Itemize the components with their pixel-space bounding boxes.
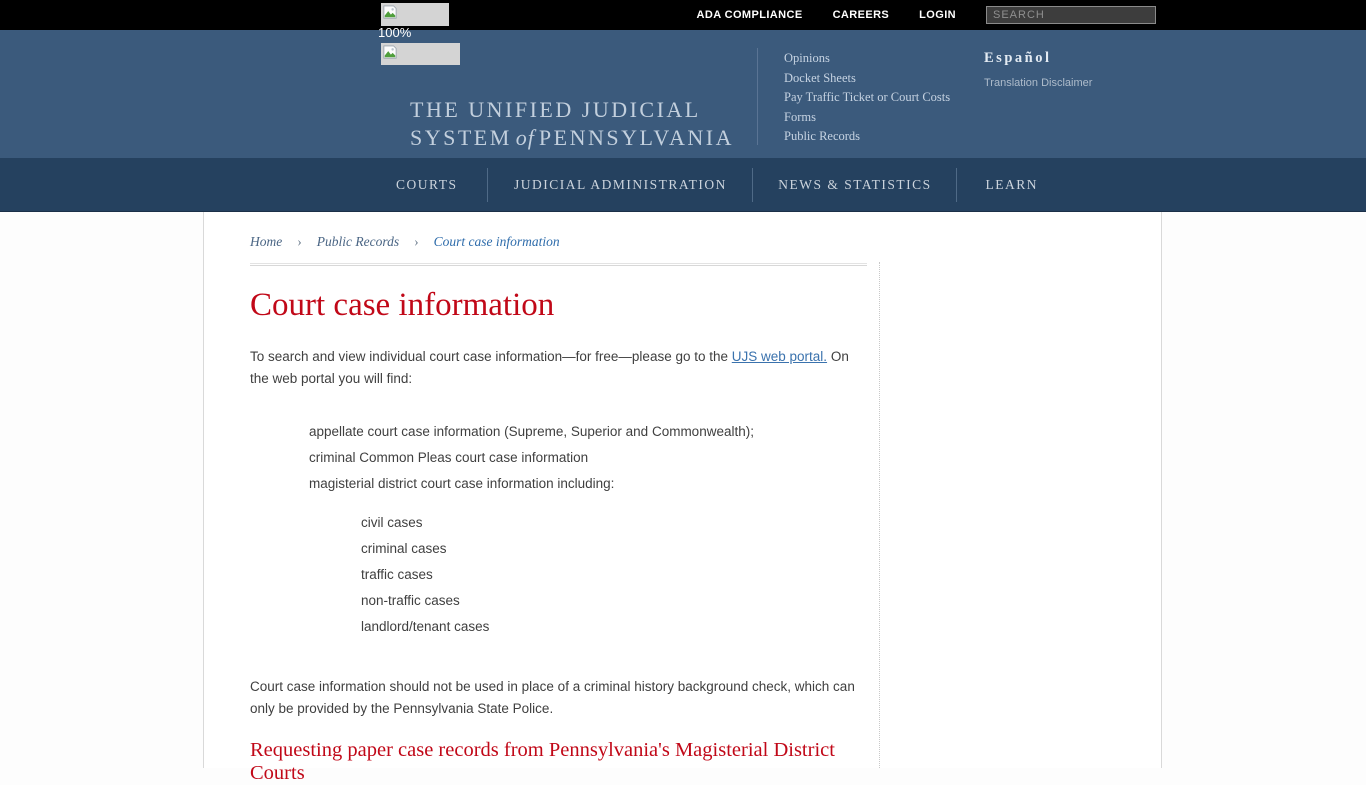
careers-link[interactable]: CAREERS	[832, 9, 890, 21]
zoom-level-label: 100%	[378, 25, 412, 40]
language-block	[984, 50, 1092, 89]
quick-link-pay-traffic-ticket[interactable]: Pay Traffic Ticket or Court Costs	[784, 90, 951, 104]
search-input[interactable]	[986, 6, 1156, 24]
top-utility-bar	[0, 0, 1366, 30]
breadcrumb-current-page: Court case information	[433, 234, 560, 249]
breadcrumb-separator: ›	[297, 234, 302, 249]
broken-image-icon	[383, 45, 397, 59]
main-navigation	[0, 158, 1366, 212]
quick-link-opinions[interactable]: Opinions	[784, 51, 830, 65]
list-item: magisterial district court case information including:	[309, 476, 615, 491]
background-check-note: Court case information should not be used in place of a criminal history background check, which can only be provided by the Pennsylvania State Police.	[250, 679, 855, 716]
list-item: civil cases	[361, 515, 423, 530]
breadcrumb	[250, 234, 879, 250]
quick-link-docket-sheets[interactable]: Docket Sheets	[784, 70, 856, 85]
header-divider	[757, 48, 758, 145]
section-subheading: Requesting paper case records from Pennsylvania's Magisterial District Courts	[250, 739, 835, 784]
nav-courts[interactable]: COURTS	[396, 176, 458, 192]
ujs-web-portal-link[interactable]: UJS web portal.	[731, 349, 828, 364]
ada-compliance-link[interactable]: ADA COMPLIANCE	[696, 9, 803, 21]
list-item: non-traffic cases	[361, 593, 460, 608]
espanol-link[interactable]: Español	[984, 50, 1052, 66]
portal-feature-list	[309, 419, 879, 497]
broken-image-placeholder	[381, 43, 460, 65]
translation-disclaimer-link[interactable]: Translation Disclaimer	[984, 77, 1093, 89]
quick-link-public-records[interactable]: Public Records	[784, 129, 861, 143]
list-item: traffic cases	[361, 567, 433, 582]
nav-news-statistics[interactable]: NEWS & STATISTICS	[778, 176, 932, 192]
site-title-line1: THE UNIFIED JUDICIAL	[410, 97, 701, 122]
site-title[interactable]	[410, 96, 734, 152]
list-item: appellate court case information (Supreme, Superior and Commonwealth);	[309, 424, 754, 439]
list-item: landlord/tenant cases	[361, 619, 490, 634]
horizontal-rule	[250, 263, 867, 266]
list-item: criminal cases	[361, 541, 447, 556]
case-type-sublist	[361, 510, 879, 640]
broken-image-icon	[383, 5, 397, 19]
quick-link-forms[interactable]: Forms	[784, 109, 816, 124]
header-quick-links	[784, 49, 950, 147]
breadcrumb-separator: ›	[414, 234, 419, 249]
breadcrumb-public-records[interactable]: Public Records	[316, 234, 400, 249]
login-link[interactable]: LOGIN	[919, 9, 956, 21]
content-area	[203, 212, 1162, 784]
broken-image-placeholder	[381, 3, 449, 26]
site-title-line2: SYSTEM of PENNSYLVANIA	[410, 125, 734, 150]
nav-judicial-administration[interactable]: JUDICIAL ADMINISTRATION	[513, 176, 727, 192]
intro-paragraph: To search and view individual court case information—for free—please go to the UJS web portal. On the web portal you will find:	[250, 349, 849, 386]
main-column	[204, 212, 879, 785]
column-divider	[879, 262, 880, 768]
breadcrumb-home[interactable]: Home	[250, 234, 283, 249]
list-item: criminal Common Pleas court case information	[309, 450, 589, 465]
page-title: Court case information	[250, 287, 555, 323]
nav-learn[interactable]: LEARN	[985, 176, 1038, 192]
site-header	[0, 30, 1366, 158]
site-title-of: of	[515, 125, 535, 150]
